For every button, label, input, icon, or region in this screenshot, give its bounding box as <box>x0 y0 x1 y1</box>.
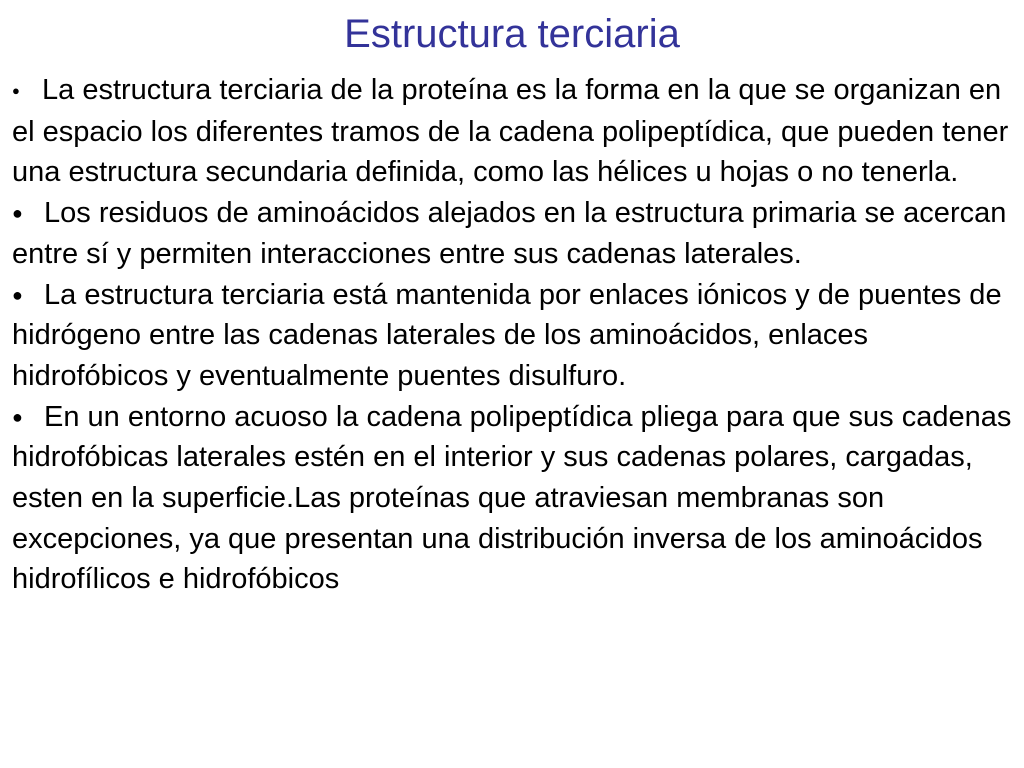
slide-body <box>12 70 1014 600</box>
paragraph-text: La estructura terciaria de la proteína es la forma en la que se organizan en el espacio los diferentes tramos de la cadena polipeptídica, que pueden tener una estructura secundaria definida, como las hélices u hojas o no tenerla. <box>12 74 1009 189</box>
paragraph-text: La estructura terciaria está mantenida por enlaces iónicos y de puentes de hidrógeno entre las cadenas laterales de los aminoácidos, enlaces hidrofóbicos y eventualmente puentes disulfuro. <box>12 278 1002 392</box>
bullet-paragraph-1 <box>12 70 1014 193</box>
bullet-icon: ● <box>12 203 23 224</box>
bullet-icon: ● <box>12 284 23 305</box>
bullet-icon: ● <box>12 83 20 98</box>
paragraph-text: Los residuos de aminoácidos alejados en la estructura primaria se acercan entre sí y permiten interacciones entre sus cadenas laterales. <box>12 197 1007 270</box>
bullet-paragraph-3 <box>12 275 1014 397</box>
bullet-icon: ● <box>12 406 23 427</box>
bullet-paragraph-2 <box>12 193 1014 274</box>
slide-title: Estructura terciaria <box>344 12 680 56</box>
paragraph-text: En un entorno acuoso la cadena polipeptídica pliega para que sus cadenas hidrofóbicas laterales estén en el interior y sus cadenas polares, cargadas, esten en la superficie.Las proteínas que atraviesan membranas son excepciones, ya que presentan una distribución inversa de los aminoácidos hidrofílicos e hidrofóbicos <box>12 400 1012 596</box>
bullet-paragraph-4 <box>12 397 1014 601</box>
